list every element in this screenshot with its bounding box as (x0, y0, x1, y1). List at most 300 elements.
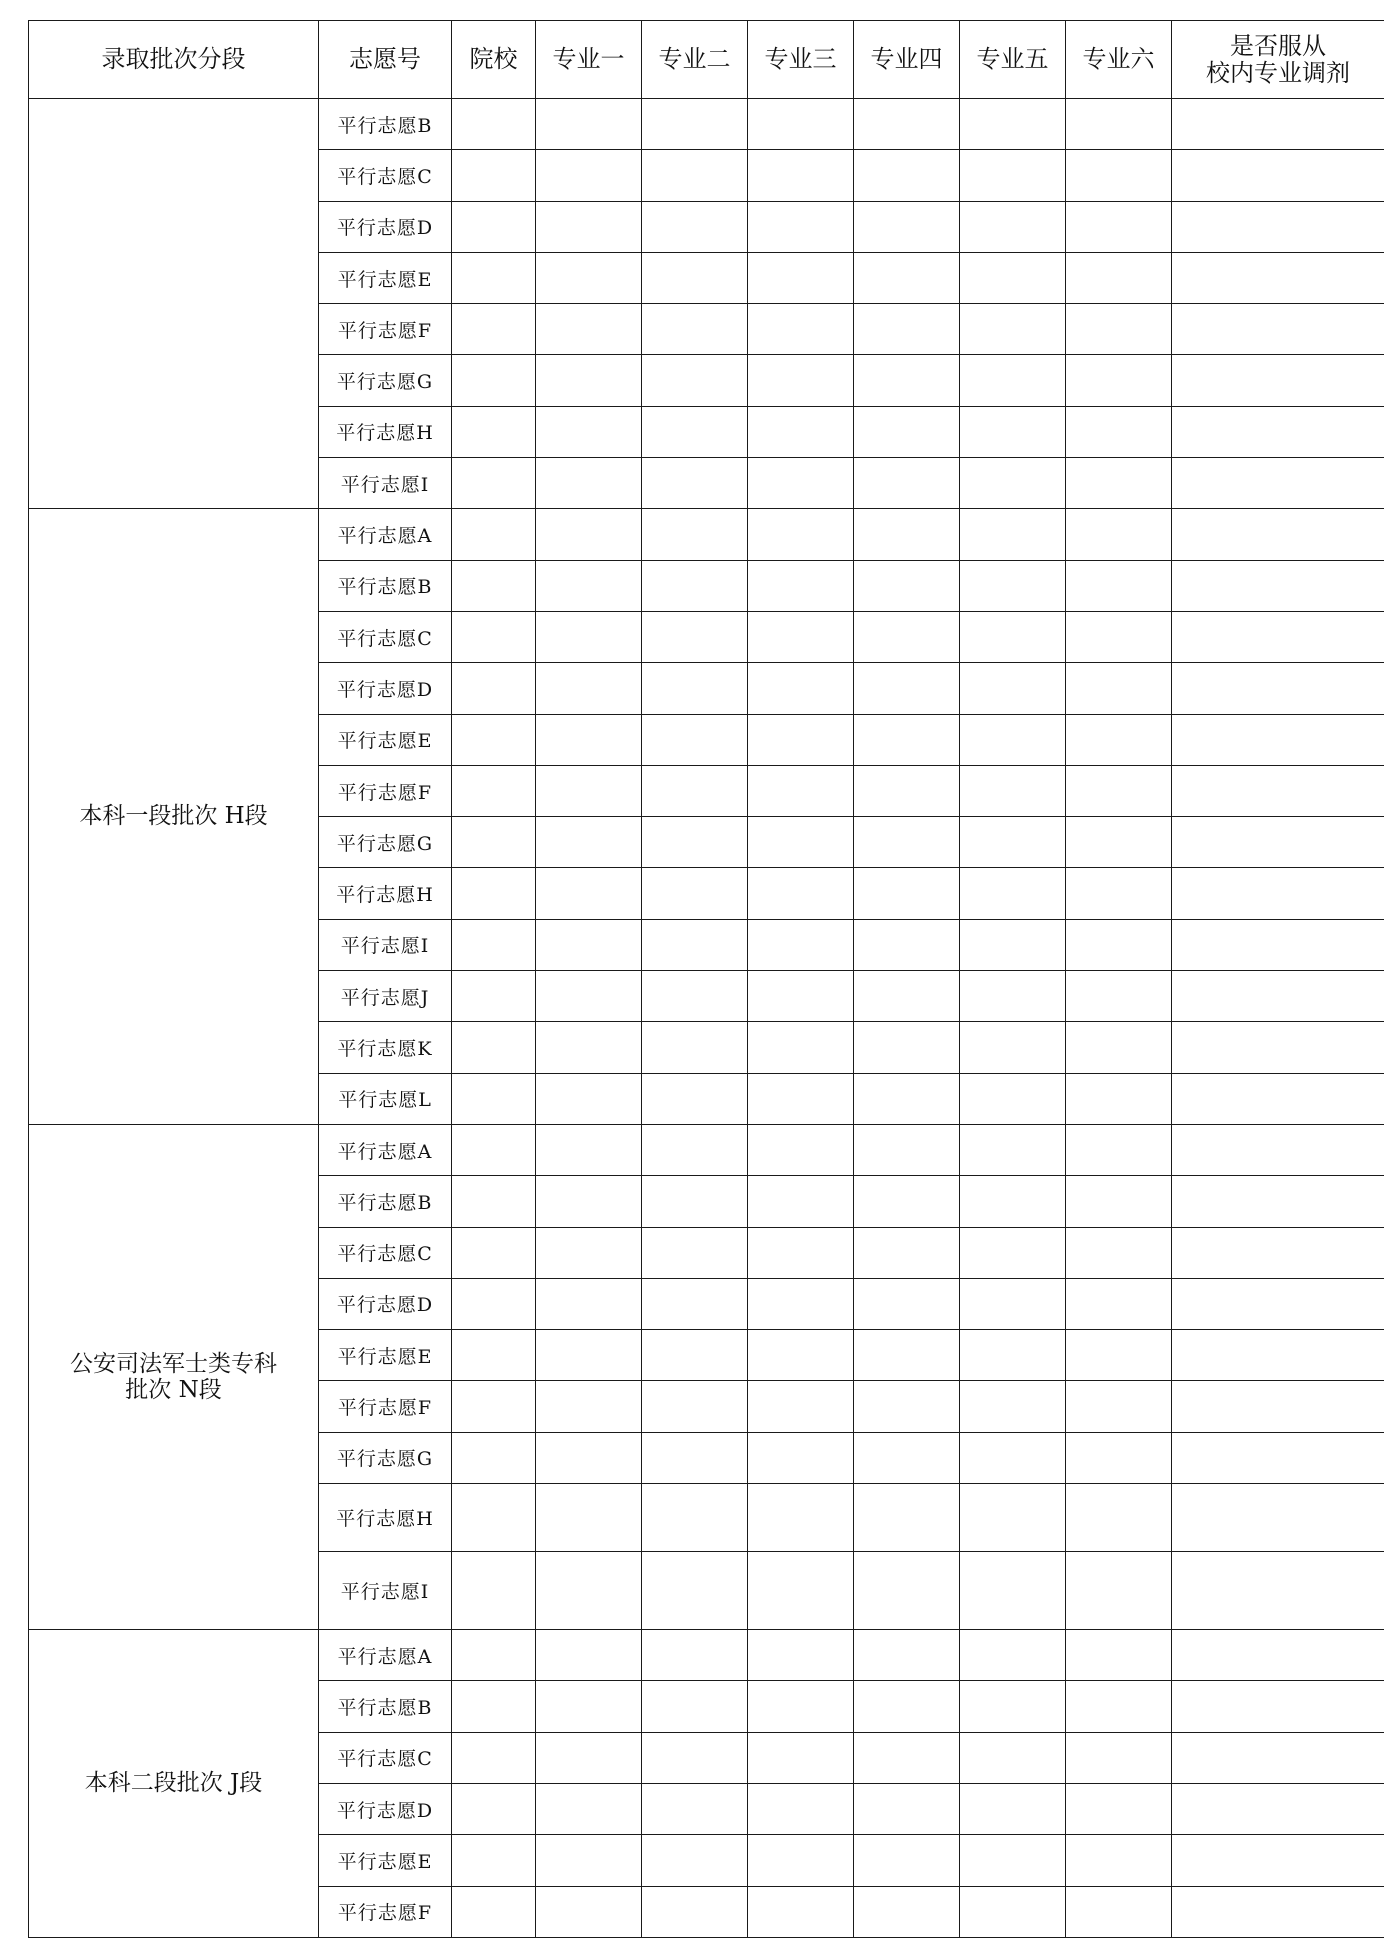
major-2-cell[interactable] (642, 150, 748, 201)
major-6-cell[interactable] (1066, 1278, 1172, 1329)
major-1-cell[interactable] (536, 714, 642, 765)
accept-adjustment-cell[interactable] (1172, 1073, 1384, 1124)
major-4-cell[interactable] (854, 355, 960, 406)
major-2-cell[interactable] (642, 1630, 748, 1681)
major-5-cell[interactable] (960, 1886, 1066, 1937)
major-3-cell[interactable] (748, 1886, 854, 1937)
major-5-cell[interactable] (960, 99, 1066, 150)
major-6-cell[interactable] (1066, 1886, 1172, 1937)
college-cell[interactable] (452, 1835, 536, 1886)
major-2-cell[interactable] (642, 663, 748, 714)
accept-adjustment-cell[interactable] (1172, 1278, 1384, 1329)
wish-number-cell: 平行志愿G (319, 1432, 452, 1483)
major-4-cell[interactable] (854, 1630, 960, 1681)
college-cell[interactable] (452, 1783, 536, 1834)
major-5-cell[interactable] (960, 1630, 1066, 1681)
major-6-cell[interactable] (1066, 201, 1172, 252)
college-cell[interactable] (452, 509, 536, 560)
major-1-cell[interactable] (536, 1886, 642, 1937)
major-4-cell[interactable] (854, 1278, 960, 1329)
wish-number-cell: 平行志愿A (319, 509, 452, 560)
accept-adjustment-cell[interactable] (1172, 304, 1384, 355)
major-6-cell[interactable] (1066, 1630, 1172, 1681)
major-6-cell[interactable] (1066, 1484, 1172, 1552)
major-1-cell[interactable] (536, 1227, 642, 1278)
major-6-cell[interactable] (1066, 406, 1172, 457)
major-6-cell[interactable] (1066, 99, 1172, 150)
major-1-cell[interactable] (536, 971, 642, 1022)
major-5-cell[interactable] (960, 714, 1066, 765)
major-6-cell[interactable] (1066, 560, 1172, 611)
major-3-cell[interactable] (748, 663, 854, 714)
major-5-cell[interactable] (960, 1732, 1066, 1783)
header-major-1: 专业一 (536, 21, 642, 99)
major-1-cell[interactable] (536, 1330, 642, 1381)
accept-adjustment-cell[interactable] (1172, 458, 1384, 509)
accept-adjustment-cell[interactable] (1172, 1176, 1384, 1227)
accept-adjustment-cell[interactable] (1172, 971, 1384, 1022)
major-6-cell[interactable] (1066, 1552, 1172, 1630)
major-2-cell[interactable] (642, 509, 748, 560)
major-3-cell[interactable] (748, 458, 854, 509)
major-5-cell[interactable] (960, 663, 1066, 714)
college-cell[interactable] (452, 1381, 536, 1432)
major-3-cell[interactable] (748, 252, 854, 303)
major-4-cell[interactable] (854, 1227, 960, 1278)
table-row (29, 509, 1384, 560)
major-4-cell[interactable] (854, 201, 960, 252)
major-3-cell[interactable] (748, 817, 854, 868)
major-5-cell[interactable] (960, 817, 1066, 868)
major-6-cell[interactable] (1066, 663, 1172, 714)
volunteer-form-table (28, 20, 1384, 1938)
major-4-cell[interactable] (854, 509, 960, 560)
college-cell[interactable] (452, 919, 536, 970)
major-6-cell[interactable] (1066, 1022, 1172, 1073)
wish-number-cell: 平行志愿E (319, 1835, 452, 1886)
accept-adjustment-cell[interactable] (1172, 1681, 1384, 1732)
accept-adjustment-cell[interactable] (1172, 1552, 1384, 1630)
major-6-cell[interactable] (1066, 1783, 1172, 1834)
major-3-cell[interactable] (748, 1732, 854, 1783)
major-4-cell[interactable] (854, 1681, 960, 1732)
major-6-cell[interactable] (1066, 971, 1172, 1022)
major-3-cell[interactable] (748, 1630, 854, 1681)
college-cell[interactable] (452, 663, 536, 714)
major-5-cell[interactable] (960, 458, 1066, 509)
college-cell[interactable] (452, 1732, 536, 1783)
major-6-cell[interactable] (1066, 1835, 1172, 1886)
table-row (29, 99, 1384, 150)
major-4-cell[interactable] (854, 1432, 960, 1483)
major-4-cell[interactable] (854, 1886, 960, 1937)
major-6-cell[interactable] (1066, 919, 1172, 970)
batch-segment-cell (29, 99, 319, 509)
major-1-cell[interactable] (536, 1176, 642, 1227)
major-3-cell[interactable] (748, 355, 854, 406)
major-6-cell[interactable] (1066, 765, 1172, 816)
major-3-cell[interactable] (748, 1022, 854, 1073)
accept-adjustment-cell[interactable] (1172, 1432, 1384, 1483)
accept-adjustment-cell[interactable] (1172, 1484, 1384, 1552)
wish-number-cell: 平行志愿B (319, 1681, 452, 1732)
major-5-cell[interactable] (960, 560, 1066, 611)
college-cell[interactable] (452, 1630, 536, 1681)
major-5-cell[interactable] (960, 1484, 1066, 1552)
major-2-cell[interactable] (642, 1124, 748, 1175)
college-cell[interactable] (452, 1484, 536, 1552)
major-3-cell[interactable] (748, 765, 854, 816)
major-4-cell[interactable] (854, 817, 960, 868)
major-5-cell[interactable] (960, 355, 1066, 406)
major-2-cell[interactable] (642, 919, 748, 970)
major-6-cell[interactable] (1066, 868, 1172, 919)
major-5-cell[interactable] (960, 304, 1066, 355)
major-5-cell[interactable] (960, 1432, 1066, 1483)
major-3-cell[interactable] (748, 919, 854, 970)
major-4-cell[interactable] (854, 611, 960, 662)
major-2-cell[interactable] (642, 817, 748, 868)
accept-adjustment-cell[interactable] (1172, 1381, 1384, 1432)
major-1-cell[interactable] (536, 304, 642, 355)
major-1-cell[interactable] (536, 406, 642, 457)
major-5-cell[interactable] (960, 1381, 1066, 1432)
college-cell[interactable] (452, 1124, 536, 1175)
major-2-cell[interactable] (642, 971, 748, 1022)
college-cell[interactable] (452, 355, 536, 406)
major-2-cell[interactable] (642, 611, 748, 662)
major-4-cell[interactable] (854, 919, 960, 970)
major-4-cell[interactable] (854, 663, 960, 714)
college-cell[interactable] (452, 560, 536, 611)
major-5-cell[interactable] (960, 1681, 1066, 1732)
major-2-cell[interactable] (642, 99, 748, 150)
major-6-cell[interactable] (1066, 1124, 1172, 1175)
major-3-cell[interactable] (748, 1484, 854, 1552)
major-5-cell[interactable] (960, 1124, 1066, 1175)
major-6-cell[interactable] (1066, 1681, 1172, 1732)
wish-number-cell: 平行志愿D (319, 201, 452, 252)
major-2-cell[interactable] (642, 1886, 748, 1937)
major-3-cell[interactable] (748, 971, 854, 1022)
college-cell[interactable] (452, 765, 536, 816)
accept-adjustment-cell[interactable] (1172, 201, 1384, 252)
major-2-cell[interactable] (642, 1227, 748, 1278)
major-3-cell[interactable] (748, 1783, 854, 1834)
major-1-cell[interactable] (536, 1432, 642, 1483)
major-1-cell[interactable] (536, 1022, 642, 1073)
college-cell[interactable] (452, 868, 536, 919)
college-cell[interactable] (452, 406, 536, 457)
major-4-cell[interactable] (854, 560, 960, 611)
major-1-cell[interactable] (536, 1783, 642, 1834)
major-5-cell[interactable] (960, 150, 1066, 201)
major-3-cell[interactable] (748, 99, 854, 150)
major-4-cell[interactable] (854, 1783, 960, 1834)
major-4-cell[interactable] (854, 1330, 960, 1381)
major-6-cell[interactable] (1066, 714, 1172, 765)
major-2-cell[interactable] (642, 714, 748, 765)
major-5-cell[interactable] (960, 1835, 1066, 1886)
major-4-cell[interactable] (854, 252, 960, 303)
major-5-cell[interactable] (960, 1227, 1066, 1278)
major-2-cell[interactable] (642, 1484, 748, 1552)
major-1-cell[interactable] (536, 1484, 642, 1552)
accept-adjustment-cell[interactable] (1172, 509, 1384, 560)
major-3-cell[interactable] (748, 1681, 854, 1732)
college-cell[interactable] (452, 817, 536, 868)
major-5-cell[interactable] (960, 406, 1066, 457)
accept-adjustment-cell[interactable] (1172, 150, 1384, 201)
major-6-cell[interactable] (1066, 304, 1172, 355)
major-1-cell[interactable] (536, 1552, 642, 1630)
major-2-cell[interactable] (642, 355, 748, 406)
major-5-cell[interactable] (960, 1022, 1066, 1073)
major-6-cell[interactable] (1066, 1176, 1172, 1227)
major-1-cell[interactable] (536, 458, 642, 509)
accept-adjustment-cell[interactable] (1172, 99, 1384, 150)
major-3-cell[interactable] (748, 868, 854, 919)
major-2-cell[interactable] (642, 1432, 748, 1483)
major-3-cell[interactable] (748, 1381, 854, 1432)
accept-adjustment-cell[interactable] (1172, 252, 1384, 303)
wish-number-cell: 平行志愿E (319, 252, 452, 303)
major-4-cell[interactable] (854, 765, 960, 816)
major-6-cell[interactable] (1066, 1073, 1172, 1124)
major-6-cell[interactable] (1066, 252, 1172, 303)
major-5-cell[interactable] (960, 765, 1066, 816)
major-5-cell[interactable] (960, 1783, 1066, 1834)
major-1-cell[interactable] (536, 252, 642, 303)
major-2-cell[interactable] (642, 1381, 748, 1432)
wish-number-cell: 平行志愿B (319, 1176, 452, 1227)
major-4-cell[interactable] (854, 406, 960, 457)
major-2-cell[interactable] (642, 1073, 748, 1124)
college-cell[interactable] (452, 611, 536, 662)
college-cell[interactable] (452, 252, 536, 303)
major-5-cell[interactable] (960, 1073, 1066, 1124)
college-cell[interactable] (452, 201, 536, 252)
major-1-cell[interactable] (536, 1124, 642, 1175)
major-2-cell[interactable] (642, 1681, 748, 1732)
major-4-cell[interactable] (854, 1732, 960, 1783)
major-6-cell[interactable] (1066, 509, 1172, 560)
college-cell[interactable] (452, 1552, 536, 1630)
accept-adjustment-cell[interactable] (1172, 919, 1384, 970)
college-cell[interactable] (452, 1432, 536, 1483)
major-4-cell[interactable] (854, 1124, 960, 1175)
major-4-cell[interactable] (854, 971, 960, 1022)
major-2-cell[interactable] (642, 1176, 748, 1227)
major-5-cell[interactable] (960, 1278, 1066, 1329)
major-6-cell[interactable] (1066, 611, 1172, 662)
major-2-cell[interactable] (642, 1732, 748, 1783)
major-3-cell[interactable] (748, 1330, 854, 1381)
major-2-cell[interactable] (642, 1552, 748, 1630)
accept-adjustment-cell[interactable] (1172, 868, 1384, 919)
major-1-cell[interactable] (536, 1073, 642, 1124)
college-cell[interactable] (452, 971, 536, 1022)
major-3-cell[interactable] (748, 1835, 854, 1886)
major-4-cell[interactable] (854, 1022, 960, 1073)
major-4-cell[interactable] (854, 1176, 960, 1227)
major-2-cell[interactable] (642, 1783, 748, 1834)
wish-number-cell: 平行志愿I (319, 919, 452, 970)
major-3-cell[interactable] (748, 150, 854, 201)
major-4-cell[interactable] (854, 99, 960, 150)
major-4-cell[interactable] (854, 868, 960, 919)
major-3-cell[interactable] (748, 1227, 854, 1278)
header-accept-adjustment: 是否服从 校内专业调剂 (1172, 21, 1384, 99)
major-2-cell[interactable] (642, 765, 748, 816)
major-3-cell[interactable] (748, 304, 854, 355)
major-2-cell[interactable] (642, 560, 748, 611)
major-1-cell[interactable] (536, 201, 642, 252)
major-4-cell[interactable] (854, 714, 960, 765)
major-4-cell[interactable] (854, 1835, 960, 1886)
major-2-cell[interactable] (642, 458, 748, 509)
accept-adjustment-cell[interactable] (1172, 560, 1384, 611)
header-row (29, 21, 1384, 99)
major-2-cell[interactable] (642, 1278, 748, 1329)
major-3-cell[interactable] (748, 714, 854, 765)
college-cell[interactable] (452, 1073, 536, 1124)
college-cell[interactable] (452, 1227, 536, 1278)
major-3-cell[interactable] (748, 406, 854, 457)
major-6-cell[interactable] (1066, 1732, 1172, 1783)
major-5-cell[interactable] (960, 1176, 1066, 1227)
wish-number-cell: 平行志愿L (319, 1073, 452, 1124)
accept-adjustment-cell[interactable] (1172, 355, 1384, 406)
accept-adjustment-cell[interactable] (1172, 1630, 1384, 1681)
major-2-cell[interactable] (642, 406, 748, 457)
accept-adjustment-cell[interactable] (1172, 817, 1384, 868)
major-1-cell[interactable] (536, 1278, 642, 1329)
accept-adjustment-cell[interactable] (1172, 714, 1384, 765)
major-3-cell[interactable] (748, 509, 854, 560)
major-1-cell[interactable] (536, 1835, 642, 1886)
accept-adjustment-cell[interactable] (1172, 1124, 1384, 1175)
accept-adjustment-cell[interactable] (1172, 1022, 1384, 1073)
college-cell[interactable] (452, 1022, 536, 1073)
major-4-cell[interactable] (854, 150, 960, 201)
major-3-cell[interactable] (748, 1552, 854, 1630)
major-3-cell[interactable] (748, 1432, 854, 1483)
major-5-cell[interactable] (960, 971, 1066, 1022)
college-cell[interactable] (452, 99, 536, 150)
accept-adjustment-cell[interactable] (1172, 611, 1384, 662)
major-1-cell[interactable] (536, 663, 642, 714)
college-cell[interactable] (452, 1681, 536, 1732)
major-1-cell[interactable] (536, 560, 642, 611)
major-3-cell[interactable] (748, 1176, 854, 1227)
major-1-cell[interactable] (536, 817, 642, 868)
wish-number-cell: 平行志愿H (319, 868, 452, 919)
major-3-cell[interactable] (748, 611, 854, 662)
major-5-cell[interactable] (960, 201, 1066, 252)
major-6-cell[interactable] (1066, 1330, 1172, 1381)
major-6-cell[interactable] (1066, 355, 1172, 406)
major-1-cell[interactable] (536, 919, 642, 970)
major-3-cell[interactable] (748, 560, 854, 611)
major-5-cell[interactable] (960, 868, 1066, 919)
major-4-cell[interactable] (854, 1381, 960, 1432)
major-4-cell[interactable] (854, 458, 960, 509)
major-3-cell[interactable] (748, 201, 854, 252)
major-5-cell[interactable] (960, 1552, 1066, 1630)
accept-adjustment-cell[interactable] (1172, 1227, 1384, 1278)
accept-adjustment-cell[interactable] (1172, 1835, 1384, 1886)
major-5-cell[interactable] (960, 919, 1066, 970)
major-1-cell[interactable] (536, 765, 642, 816)
major-1-cell[interactable] (536, 1681, 642, 1732)
major-5-cell[interactable] (960, 509, 1066, 560)
major-6-cell[interactable] (1066, 458, 1172, 509)
accept-adjustment-cell[interactable] (1172, 663, 1384, 714)
major-1-cell[interactable] (536, 868, 642, 919)
major-2-cell[interactable] (642, 1835, 748, 1886)
major-5-cell[interactable] (960, 1330, 1066, 1381)
college-cell[interactable] (452, 150, 536, 201)
accept-adjustment-cell[interactable] (1172, 1783, 1384, 1834)
accept-adjustment-cell[interactable] (1172, 1330, 1384, 1381)
major-6-cell[interactable] (1066, 150, 1172, 201)
major-1-cell[interactable] (536, 1732, 642, 1783)
accept-adjustment-cell[interactable] (1172, 1732, 1384, 1783)
batch-segment-cell: 公安司法军士类专科 批次 N段 (29, 1124, 319, 1629)
major-1-cell[interactable] (536, 1630, 642, 1681)
college-cell[interactable] (452, 458, 536, 509)
major-6-cell[interactable] (1066, 1381, 1172, 1432)
college-cell[interactable] (452, 1278, 536, 1329)
major-1-cell[interactable] (536, 1381, 642, 1432)
accept-adjustment-cell[interactable] (1172, 765, 1384, 816)
major-4-cell[interactable] (854, 304, 960, 355)
college-cell[interactable] (452, 1886, 536, 1937)
major-1-cell[interactable] (536, 611, 642, 662)
major-1-cell[interactable] (536, 355, 642, 406)
major-5-cell[interactable] (960, 611, 1066, 662)
major-3-cell[interactable] (748, 1278, 854, 1329)
major-1-cell[interactable] (536, 99, 642, 150)
wish-number-cell: 平行志愿I (319, 458, 452, 509)
wish-number-cell: 平行志愿C (319, 611, 452, 662)
major-2-cell[interactable] (642, 304, 748, 355)
major-5-cell[interactable] (960, 252, 1066, 303)
college-cell[interactable] (452, 714, 536, 765)
major-2-cell[interactable] (642, 868, 748, 919)
major-4-cell[interactable] (854, 1552, 960, 1630)
major-2-cell[interactable] (642, 1330, 748, 1381)
major-4-cell[interactable] (854, 1484, 960, 1552)
major-4-cell[interactable] (854, 1073, 960, 1124)
major-6-cell[interactable] (1066, 817, 1172, 868)
accept-adjustment-cell[interactable] (1172, 1886, 1384, 1937)
accept-adjustment-cell[interactable] (1172, 406, 1384, 457)
college-cell[interactable] (452, 1330, 536, 1381)
major-3-cell[interactable] (748, 1073, 854, 1124)
major-2-cell[interactable] (642, 201, 748, 252)
major-6-cell[interactable] (1066, 1432, 1172, 1483)
college-cell[interactable] (452, 304, 536, 355)
major-1-cell[interactable] (536, 509, 642, 560)
major-1-cell[interactable] (536, 150, 642, 201)
major-2-cell[interactable] (642, 252, 748, 303)
major-3-cell[interactable] (748, 1124, 854, 1175)
college-cell[interactable] (452, 1176, 536, 1227)
major-6-cell[interactable] (1066, 1227, 1172, 1278)
major-2-cell[interactable] (642, 1022, 748, 1073)
